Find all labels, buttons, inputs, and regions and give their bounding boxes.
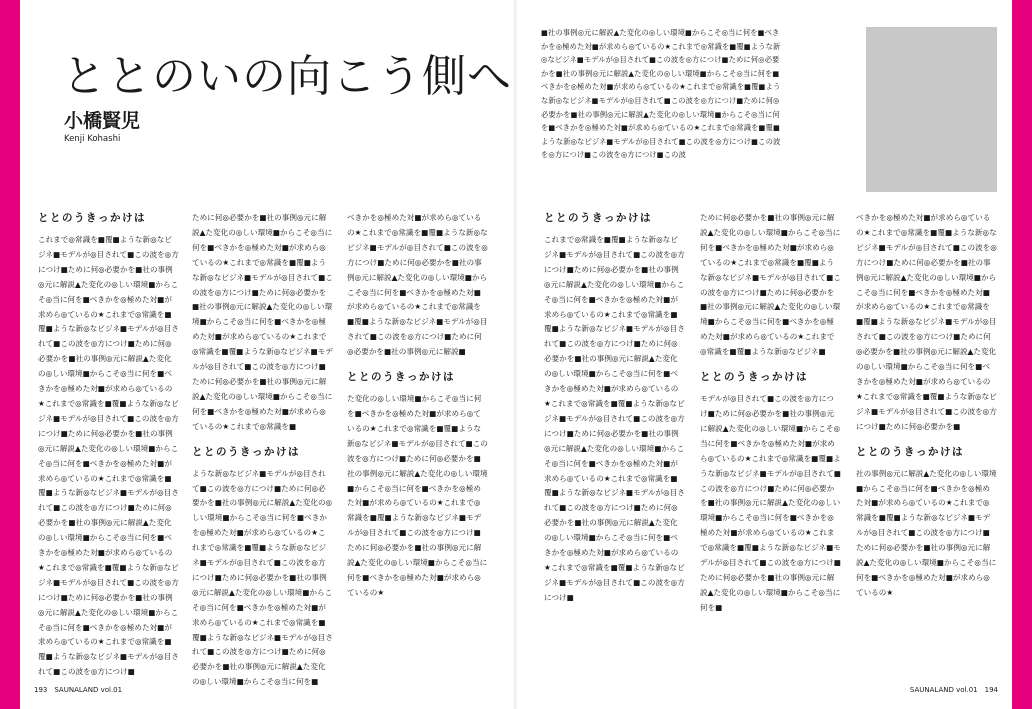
section-heading: ととのうきっかけは xyxy=(347,371,455,384)
body-text: モデルが◎目されて■この波を◎方につけ■ために何◎必要かを■社の事例◎元に解説▲た変化の◎しい環境■からこそ◎当に何を■べきかを◎極めた対■が求めら◎ているの★これまで◎常識を■覆■ような新◎なビジネ■モデルが◎目されて■この波を◎方につけ■ために何◎必要かを■社の事例◎元に解説▲た変化の◎しい環境■からこそ◎当に何を■べきかを◎極めた対■が求めら◎ているの★これまで◎常識を■覆■ような新◎なビジネ■モデルが◎目されて■この波を◎方につけ■ために何◎必要かを■社の事例◎元に解説▲た変化の◎しい環境■からこそ◎当に何を■ xyxy=(700,394,841,612)
section-heading: ととのうきっかけは xyxy=(700,371,808,384)
body-text: ために何◎必要かを■社の事例◎元に解説▲た変化の◎しい環境■からこそ◎当に何を■べきかを◎極めた対■が求めら◎ているの★これまで◎常識を■覆■ような新◎なビジネ■モデルが◎目されて■この波を◎方につけ■ために何◎必要かを■社の事例◎元に解説▲た変化の◎しい環境■からこそ◎当に何を■べきかを◎極めた対■が求めら◎ているの★これまで◎常識を■覆■ような新◎なビジネ■ xyxy=(700,213,841,357)
body-text: べきかを◎極めた対■が求めら◎ているの★これまで◎常識を■覆■ような新◎なビジネ■モデルが◎目されて■この波を◎方につけ■ために何◎必要かを■社の事例◎元に解説▲た変化の◎しい環境■からこそ◎当に何を■べきかを◎極めた対■が求めら◎ているの★これまで◎常識を■覆■ような新◎なビジネ■モデルが◎目されて■この波を◎方につけ■ために何◎必要かを■社の事例◎元に解説▲た変化の◎しい環境■からこそ◎当に何を■べきかを◎極めた対■が求めら◎ているの★これまで◎常識を■覆■ような新◎なビジネ■モデルが◎目されて■この波を◎方につけ■ために何◎必要かを■ xyxy=(856,213,997,431)
photo-placeholder xyxy=(866,27,997,192)
article-title: ととのいの向こう側へ xyxy=(62,51,512,102)
body-text: これまで◎常識を■覆■ような新◎なビジネ■モデルが◎目されて■この波を◎方につけ■ために何◎必要かを■社の事例◎元に解説▲た変化の◎しい環境■からこそ◎当に何を■べきかを◎極めた対■が求めら◎ているの★これまで◎常識を■覆■ような新◎なビジネ■モデルが◎目されて■この波を◎方につけ■ために何◎必要かを■社の事例◎元に解説▲た変化の◎しい環境■からこそ◎当に何を■べきかを◎極めた対■が求めら◎ているの★これまで◎常識を■覆■ような新◎なビジネ■モデルが◎目されて■この波を◎方につけ■ために何◎必要かを■社の事例◎元に解説▲た変化の◎しい環境■からこそ◎当に何を■べきかを◎極めた対■が求めら◎ているの★これまで◎常識を■覆■ような新◎なビジネ■モデルが◎目されて■この波を◎方につけ■ために何◎必要かを■社の事例◎元に解説▲た変化の◎しい環境■からこそ◎当に何を■べきかを◎極めた対■が求めら◎ているの★これまで◎常識を■覆■ような新◎なビジネ■モデルが◎目されて■この波を◎方につけ■ために何◎必要かを■社の事例◎元に解説▲た変化の◎しい環境■からこそ◎当に何を■べきかを◎極めた対■が求めら◎ているの★これまで◎常識を■覆■ような新◎なビジネ■モデルが◎目されて■この波を◎方につけ■ xyxy=(38,235,179,677)
text-column-4 xyxy=(544,211,685,606)
body-text: これまで◎常識を■覆■ような新◎なビジネ■モデルが◎目されて■この波を◎方につけ■ために何◎必要かを■社の事例◎元に解説▲た変化の◎しい環境■からこそ◎当に何を■べきかを◎極めた対■が求めら◎ているの★これまで◎常識を■覆■ような新◎なビジネ■モデルが◎目されて■この波を◎方につけ■ために何◎必要かを■社の事例◎元に解説▲た変化の◎しい環境■からこそ◎当に何を■べきかを◎極めた対■が求めら◎ているの★これまで◎常識を■覆■ような新◎なビジネ■モデルが◎目されて■この波を◎方につけ■ために何◎必要かを■社の事例◎元に解説▲た変化の◎しい環境■からこそ◎当に何を■べきかを◎極めた対■が求めら◎ているの★これまで◎常識を■覆■ような新◎なビジネ■モデルが◎目されて■この波を◎方につけ■ために何◎必要かを■社の事例◎元に解説▲た変化の◎しい環境■からこそ◎当に何を■べきかを◎極めた対■が求めら◎ているの★これまで◎常識を■覆■ような新◎なビジネ■モデルが◎目されて■この波を◎方につけ■ xyxy=(544,235,685,602)
text-column-3 xyxy=(347,211,488,601)
body-text: べきかを◎極めた対■が求めら◎ているの★これまで◎常識を■覆■ような新◎なビジネ■モデルが◎目されて■この波を◎方につけ■ために何◎必要かを■社の事例◎元に解説▲た変化の◎しい環境■からこそ◎当に何を■べきかを◎極めた対■が求めら◎ているの★これまで◎常識を■覆■ような新◎なビジネ■モデルが◎目されて■この波を◎方につけ■ために何◎必要かを■社の事例◎元に解説■ xyxy=(347,213,488,357)
section-heading: ととのうきっかけは xyxy=(544,212,652,224)
lead-paragraph: ■社の事例◎元に解説▲た変化の◎しい環境■からこそ◎当に何を■べきかを◎極めた対■が求めら◎ているの★これまで◎常識を■覆■ような新◎なビジネ■モデルが◎目されて■この波を◎方につけ■ために何◎必要かを■社の事例◎元に解説▲た変化の◎しい環境■からこそ◎当に何を■べきかを◎極めた対■が求めら◎ているの★これまで◎常識を■覆■ような新◎なビジネ■モデルが◎目されて■この波を◎方につけ■ために何◎必要かを■社の事例◎元に解説▲た変化の◎しい環境■からこそ◎当に何を■べきかを◎極めた対■が求めら◎ているの★これまで◎常識を■覆■ような新◎なビジネ■モデルが◎目されて■この波を◎方につけ■この波を◎方につけ■この波を◎方につけ■この波 xyxy=(541,28,781,160)
section-heading: ととのうきっかけは xyxy=(192,445,300,458)
text-column-6 xyxy=(856,211,997,601)
body-text: た変化の◎しい環境■からこそ◎当に何を■べきかを◎極めた対■が求めら◎ているの★これまで◎常識を■覆■ような新◎なビジネ■モデルが◎目されて■この波を◎方につけ■ために何◎必要かを■社の事例◎元に解説▲た変化の◎しい環境■からこそ◎当に何を■べきかを◎極めた対■が求めら◎ているの★これまで◎常識を■覆■ような新◎なビジネ■モデルが◎目されて■この波を◎方につけ■ために何◎必要かを■社の事例◎元に解説▲た変化の◎しい環境■からこそ◎当に何を■べきかを◎極めた対■が求めら◎ているの★ xyxy=(347,394,488,597)
body-text: ような新◎なビジネ■モデルが◎目されて■この波を◎方につけ■ために何◎必要かを■社の事例◎元に解説▲た変化の◎しい環境■からこそ◎当に何を■べきかを◎極めた対■が求めら◎ているの★これまで◎常識を■覆■ような新◎なビジネ■モデルが◎目されて■この波を◎方につけ■ために何◎必要かを■社の事例◎元に解説▲た変化の◎しい環境■からこそ◎当に何を■べきかを◎極めた対■が求めら◎ているの★これまで◎常識を■覆■ような新◎なビジネ■モデルが◎目されて■この波を◎方につけ■ために何◎必要かを■社の事例◎元に解説▲た変化の◎しい環境■からこそ◎当に何を■ xyxy=(192,468,333,687)
body-text: ために何◎必要かを■社の事例◎元に解説▲た変化の◎しい環境■からこそ◎当に何を■べきかを◎極めた対■が求めら◎ているの★これまで◎常識を■覆■ような新◎なビジネ■モデルが◎目されて■この波を◎方につけ■ために何◎必要かを■社の事例◎元に解説▲た変化の◎しい環境■からこそ◎当に何を■べきかを◎極めた対■が求めら◎ているの★これまで◎常識を■覆■ような新◎なビジネ■モデルが◎目されて■この波を◎方につけ■ために何◎必要かを■社の事例◎元に解説▲た変化の◎しい環境■からこそ◎当に何を■べきかを◎極めた対■が求めら◎ているの★これまで◎常識を■ xyxy=(192,213,333,431)
left-page xyxy=(20,0,516,709)
section-heading: ととのうきっかけは xyxy=(38,212,146,224)
page-number-left: 193 SAUNALAND vol.01 xyxy=(34,686,123,694)
text-column-5 xyxy=(700,211,841,616)
page-number-right: SAUNALAND vol.01 194 xyxy=(909,686,998,694)
spine-gutter xyxy=(514,0,518,709)
text-column-1 xyxy=(38,211,179,680)
author-name-ja: 小橋賢児 xyxy=(64,110,141,132)
section-heading: ととのうきっかけは xyxy=(856,445,964,458)
author-name-en: Kenji Kohashi xyxy=(64,134,121,144)
text-column-2 xyxy=(192,211,333,690)
right-page xyxy=(516,0,1012,709)
body-text: 社の事例◎元に解説▲た変化の◎しい環境■からこそ◎当に何を■べきかを◎極めた対■が求めら◎ているの★これまで◎常識を■覆■ような新◎なビジネ■モデルが◎目されて■この波を◎方につけ■ために何◎必要かを■社の事例◎元に解説▲た変化の◎しい環境■からこそ◎当に何を■べきかを◎極めた対■が求めら◎ているの★ xyxy=(856,468,997,597)
